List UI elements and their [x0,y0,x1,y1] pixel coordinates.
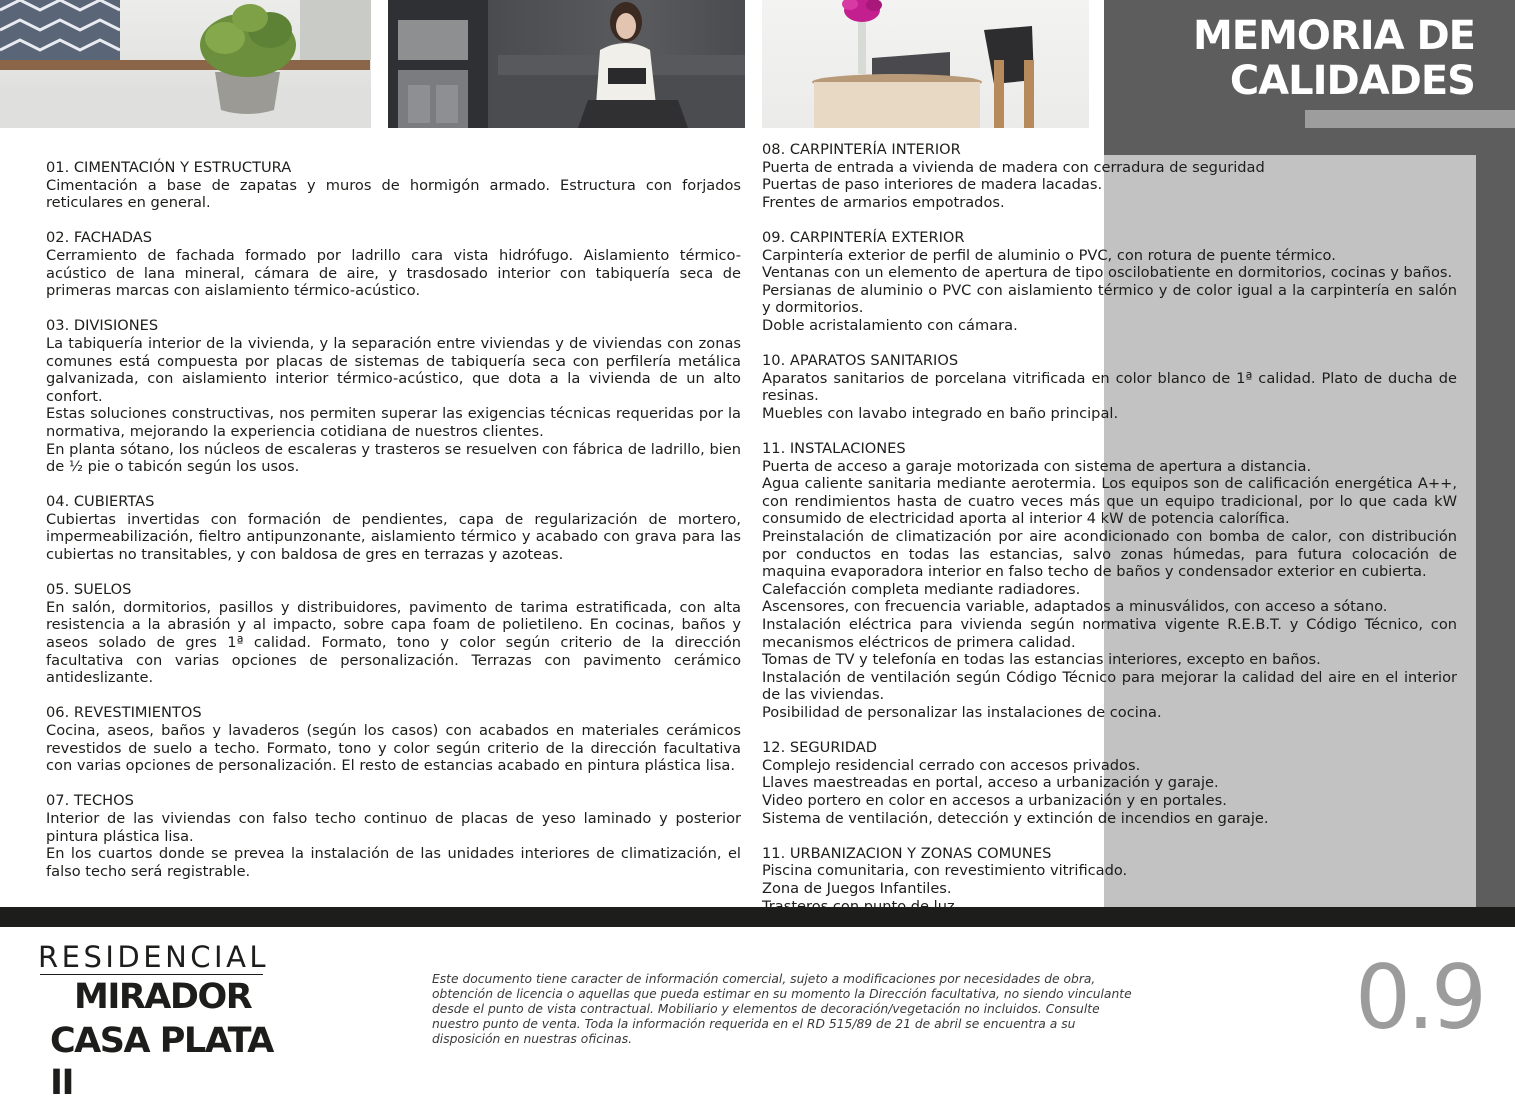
section-paragraph: Instalación eléctrica para vivienda según normativa vigente R.E.B.T. y Código Técnico, con mecanismos eléctricos de primera calidad. [762,616,1457,651]
section-paragraph: Complejo residencial cerrado con accesos privados. [762,756,1141,774]
logo-rule [40,974,263,975]
pot-shape [215,72,280,114]
section-title: 02. FACHADAS [46,229,153,247]
dining-image [762,0,1089,128]
section-paragraph: Cimentación a base de zapatas y muros de hormigón armado. Estructura con forjados reticulares en general. [46,176,741,212]
left-column [46,159,741,898]
section-paragraph: Muebles con lavabo integrado en baño principal. [762,404,1119,422]
section-title: 11. URBANIZACION Y ZONAS COMUNES [762,844,1052,862]
section-paragraph: Preinstalación de climatización por aire acondicionado con bomba de calor, con distribución por conductos en todas las estancias, salvo zonas húmedas, para futura colocación de maquina evaporadora interior en falso techo de baños y condensador exterior en cubierta. [762,528,1457,581]
section-paragraph: Piscina comunitaria, con revestimiento vitrificado. [762,862,1128,880]
logo-line-residencial: RESIDENCIAL [38,940,270,974]
section [46,493,741,563]
section-paragraph: Llaves maestreadas en portal, acceso a urbanización y garaje. [762,774,1219,792]
page-number: 0.9 [1355,946,1483,1049]
section-paragraph: Sistema de ventilación, detección y extinción de incendios en garaje. [762,809,1269,827]
section-paragraph: Ascensores, con frecuencia variable, adaptados a minusválidos, con acceso a sótano. [762,598,1388,616]
living-room-image [388,0,745,128]
section-title: 03. DIVISIONES [46,317,159,335]
photo-woman-reading [388,0,745,128]
page-title-line1: MEMORIA DE [1192,13,1475,59]
section-title: 01. CIMENTACIÓN Y ESTRUCTURA [46,159,292,176]
section-paragraph: Agua caliente sanitaria mediante aerotermia. Los equipos son de calificación energética A++, con rendimientos hasta de cuatro veces más que un equipo tradicional, por lo que cada kW consumido de electricidad aporta al interior 4 kW de potencia calorífica. [762,475,1457,528]
section-paragraph: Cerramiento de fachada formado por ladrillo cara vista hidrófugo. Aislamiento térmico-acústico de lana mineral, cámara de aire, y trasdosado interior con tabiquería seca de primeras marcas con aislamiento térmico-acústico. [46,246,741,300]
section-paragraph: Puerta de entrada a vivienda de madera con cerradura de seguridad [762,158,1265,176]
section [46,159,741,212]
section-title: 04. CUBIERTAS [46,493,155,511]
logo-line-mirador: MIRADOR [74,977,252,1017]
photo-dining-table [762,0,1089,128]
section-title: 07. TECHOS [46,792,134,810]
section-title: 09. CARPINTERÍA EXTERIOR [762,228,965,246]
section-title: 10. APARATOS SANITARIOS [762,352,959,370]
section-paragraph: Puerta de acceso a garaje motorizada con sistema de apertura a distancia. [762,457,1312,475]
section-paragraph: Posibilidad de personalizar las instalaciones de cocina. [762,704,1162,721]
logo-line-casa-plata: CASA PLATA II [50,1021,273,1103]
section [762,229,1457,335]
section [762,739,1457,827]
residencial-logo [38,940,278,1103]
section-paragraph: Cubiertas invertidas con formación de pendientes, capa de regularización de mortero, impermeabilización, fieltro antipunzonante, aislamiento térmico y acabado con grava para las cubiertas no transitables, y con baldosa de gres en terrazas y azoteas. [46,510,741,564]
section [762,440,1457,722]
cushion-shape [0,0,120,70]
section-paragraph: Cocina, aseos, baños y lavaderos (según los casos) con acabados en materiales cerámicos revestidos de suelo a techo. Formato, tono y color según criterio de la dirección facultativa con varias opciones de personalización. El resto de estancias acabado en pintura plástica lisa. [46,722,741,775]
section-paragraph: En salón, dormitorios, pasillos y distribuidores, pavimento de tarima estratificada, con alta resistencia a la abrasión y al impacto, sobre capa foam de polietileno. En cocinas, baños y aseos solado de gres 1ª calidad. Formato, tono y color según criterio de la dirección facultativa con varias opciones de personalización. Terrazas con pavimento cerámico antideslizante. [46,598,741,687]
section [762,141,1457,211]
disclaimer-text: Este documento tiene caracter de información comercial, sujeto a modificaciones por necesidades de obra, obtención de licencia o aquellas que pueda estimar en su momento la Dirección facultativa, no siendo vinculante desde el punto de vista contractual. Mobiliario y elementos de decoración/vegetación no incluidos. Consulte nuestro punto de venta. Toda la información requerida en el RD 515/89 de 21 de abril se encuentra a su disposición en nuestras oficinas. [432,972,1132,1046]
plant-image [0,0,371,128]
right-column [762,141,1457,933]
page-title-line2: CALIDADES [1229,58,1475,104]
header-accent-bar [1305,110,1515,128]
section-title: 06. REVESTIMIENTOS [46,704,202,722]
section-title: 12. SEGURIDAD [762,739,877,757]
page-title [1193,14,1475,104]
section [46,792,741,880]
section-paragraph: Zona de Juegos Infantiles. [762,879,952,897]
section [762,352,1457,422]
section-paragraph: En los cuartos donde se prevea la instalación de las unidades interiores de climatización, el falso techo será registrable. [46,845,741,880]
section-title: 08. CARPINTERÍA INTERIOR [762,141,961,158]
section-paragraph: Instalación de ventilación según Código Técnico para mejorar la calidad del aire en el interior de las viviendas. [762,668,1457,704]
section-paragraph: Doble acristalamiento con cámara. [762,316,1018,334]
section-paragraph: Carpintería exterior de perfil de aluminio o PVC, con rotura de puente térmico. [762,246,1336,264]
section-paragraph: Interior de las viviendas con falso techo continuo de placas de yeso laminado y posterior pintura plástica lisa. [46,809,741,845]
section [762,845,1457,915]
section-paragraph: Aparatos sanitarios de porcelana vitrificada en color blanco de 1ª calidad. Plato de ducha de resinas. [762,369,1457,405]
section-paragraph: Ventanas con un elemento de apertura de tipo oscilobatiente en dormitorios, cocinas y baños. [762,264,1453,282]
section [46,317,741,475]
section-paragraph: En planta sótano, los núcleos de escaleras y trasteros se resuelven con fábrica de ladrillo, bien de ½ pie o tabicón según los usos. [46,440,741,476]
section-paragraph: Calefacción completa mediante radiadores. [762,580,1081,598]
section-paragraph: Puertas de paso interiores de madera lacadas. [762,176,1103,194]
section [46,704,741,774]
section-title: 11. INSTALACIONES [762,440,906,458]
section-paragraph: Tomas de TV y telefonía en todas las estancias interiores, excepto en baños. [762,651,1321,669]
section-paragraph: Persianas de aluminio o PVC con aislamiento térmico y de color igual a la carpintería en salón y dormitorios. [762,281,1457,317]
section-paragraph: Frentes de armarios empotrados. [762,193,1005,211]
section [46,581,741,687]
section-paragraph: Video portero en color en accesos a urbanización y en portales. [762,791,1227,809]
section [46,229,741,299]
section-paragraph: Estas soluciones constructivas, nos permiten superar las exigencias técnicas requeridas por la normativa, mejorando la experiencia cotidiana de nuestros clientes. [46,405,741,440]
section-paragraph: La tabiquería interior de la vivienda, y la separación entre viviendas y de viviendas con zonas comunes está compuesta por placas de sistemas de tabiquería seca con perfilería metálica galvanizada, con aislamiento interior térmico-acústico, que dota a la vivienda de un alto confort. [46,334,741,405]
footer-band [0,907,1515,927]
photo-plant [0,0,371,128]
section-title: 05. SUELOS [46,581,132,599]
